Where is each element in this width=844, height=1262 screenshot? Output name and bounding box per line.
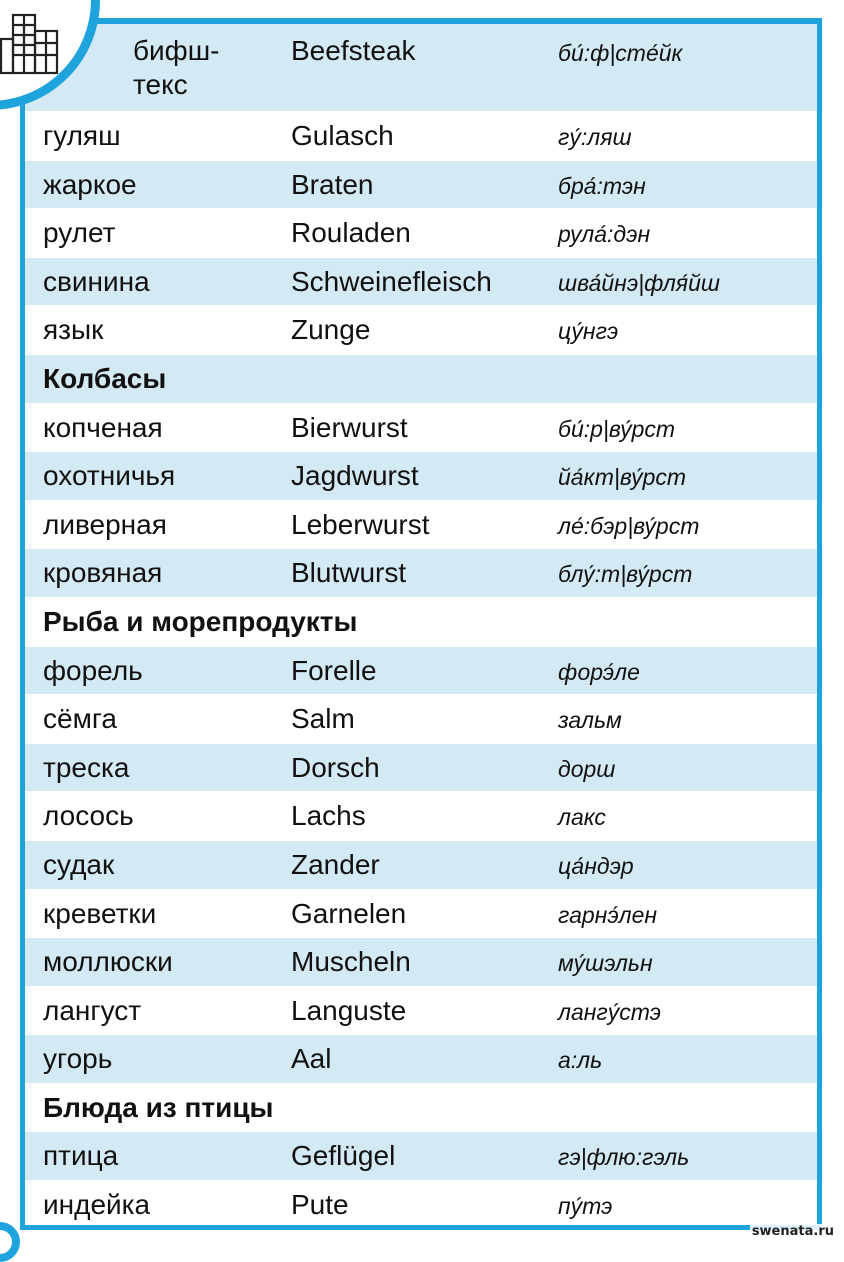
- section-heading: Блюда из птицы: [43, 1091, 274, 1123]
- russian-word: копченая: [43, 411, 163, 443]
- table-rows: [25, 24, 817, 1230]
- table-row: [25, 890, 817, 939]
- german-word: Geflügel: [291, 1140, 396, 1172]
- table-row: [25, 792, 817, 841]
- table-row: [25, 1181, 817, 1230]
- russian-word: индейка: [43, 1189, 151, 1221]
- german-word: Jagdwurst: [291, 460, 419, 492]
- russian-word: треска: [43, 751, 130, 783]
- german-word: Gulasch: [291, 120, 394, 151]
- table-row: [25, 1035, 817, 1084]
- german-word: Rouladen: [291, 217, 411, 249]
- russian-word: птица: [43, 1140, 119, 1172]
- russian-word: бифш- текс: [133, 35, 220, 100]
- transcription: ца́ндэр: [558, 852, 634, 879]
- german-word: Zander: [291, 848, 380, 880]
- russian-word: судак: [43, 848, 115, 880]
- transcription: рула́:дэн: [558, 221, 651, 248]
- german-word: Languste: [291, 994, 407, 1026]
- section-heading: Колбасы: [43, 362, 167, 394]
- transcription: шва́йнэ|фля́йш: [558, 269, 720, 296]
- building-icon: [0, 9, 61, 79]
- section-heading-row: [25, 598, 817, 647]
- german-word: Leberwurst: [291, 508, 430, 540]
- table-row: [25, 841, 817, 890]
- transcription: дорш: [558, 755, 616, 782]
- russian-word: жаркое: [43, 168, 137, 200]
- transcription: би́:р|ву́рст: [558, 415, 676, 442]
- russian-word: гуляш: [43, 120, 121, 151]
- german-word: Lachs: [291, 800, 366, 832]
- german-word: Muscheln: [291, 946, 411, 978]
- russian-word: охотничья: [43, 460, 176, 492]
- table-row: [25, 938, 817, 987]
- transcription: зальм: [558, 707, 622, 734]
- russian-word: лосось: [43, 800, 134, 832]
- transcription: гэ|флю:гэль: [558, 1144, 690, 1171]
- german-word: Dorsch: [291, 751, 380, 783]
- section-heading-row: [25, 1084, 817, 1133]
- transcription: лангу́стэ: [558, 998, 661, 1025]
- table-row: [25, 452, 817, 501]
- transcription: йа́кт|ву́рст: [558, 464, 687, 491]
- table-row: [25, 1132, 817, 1181]
- transcription: пу́тэ: [558, 1193, 613, 1220]
- table-row: [25, 306, 817, 355]
- russian-word: свинина: [43, 265, 150, 297]
- russian-word: креветки: [43, 897, 157, 929]
- german-word: Bierwurst: [291, 411, 408, 443]
- transcription: гарнэ́лен: [558, 901, 658, 928]
- german-word: Braten: [291, 168, 374, 200]
- transcription: лакс: [558, 804, 606, 831]
- german-word: Zunge: [291, 314, 371, 346]
- transcription: би́:ф|сте́йк: [558, 40, 683, 66]
- transcription: блу́:т|ву́рст: [558, 561, 693, 588]
- table-row: [25, 161, 817, 210]
- russian-word: форель: [43, 654, 143, 686]
- transcription: бра́:тэн: [558, 172, 646, 199]
- table-row: [25, 744, 817, 793]
- german-word: Blutwurst: [291, 557, 407, 589]
- transcription: му́шэльн: [558, 950, 653, 977]
- russian-word: угорь: [43, 1043, 113, 1075]
- german-word: Schweinefleisch: [291, 265, 492, 297]
- russian-word: рулет: [43, 217, 116, 249]
- russian-word: ливерная: [43, 508, 167, 540]
- german-word: Salm: [291, 703, 355, 735]
- russian-word: моллюски: [43, 946, 173, 978]
- corner-decoration: [0, 1222, 20, 1262]
- table-row: [25, 112, 817, 161]
- table-row: [25, 987, 817, 1036]
- german-word: Forelle: [291, 654, 377, 686]
- russian-word: язык: [43, 314, 104, 346]
- transcription: цу́нгэ: [558, 318, 619, 345]
- table-row: [25, 404, 817, 453]
- section-heading-row: [25, 355, 817, 404]
- table-row: [25, 258, 817, 307]
- russian-word: лангуст: [43, 994, 142, 1026]
- transcription: форэ́ле: [558, 658, 640, 685]
- transcription: ле́:бэр|ву́рст: [558, 512, 700, 539]
- transcription: а:ль: [558, 1047, 603, 1074]
- table-row: [25, 695, 817, 744]
- table-row: [25, 24, 817, 112]
- german-word: Pute: [291, 1189, 349, 1221]
- table-row: [25, 549, 817, 598]
- watermark: swenata.ru: [751, 1224, 834, 1239]
- transcription: гу́:ляш: [558, 124, 632, 150]
- russian-word: кровяная: [43, 557, 163, 589]
- russian-word: сёмга: [43, 703, 117, 735]
- german-word: Garnelen: [291, 897, 407, 929]
- german-word: Aal: [291, 1043, 332, 1075]
- vocabulary-table: [20, 18, 822, 1230]
- german-word: Beefsteak: [291, 35, 416, 66]
- table-row: [25, 209, 817, 258]
- section-heading: Рыба и морепродукты: [43, 605, 358, 637]
- table-row: [25, 647, 817, 696]
- table-row: [25, 501, 817, 550]
